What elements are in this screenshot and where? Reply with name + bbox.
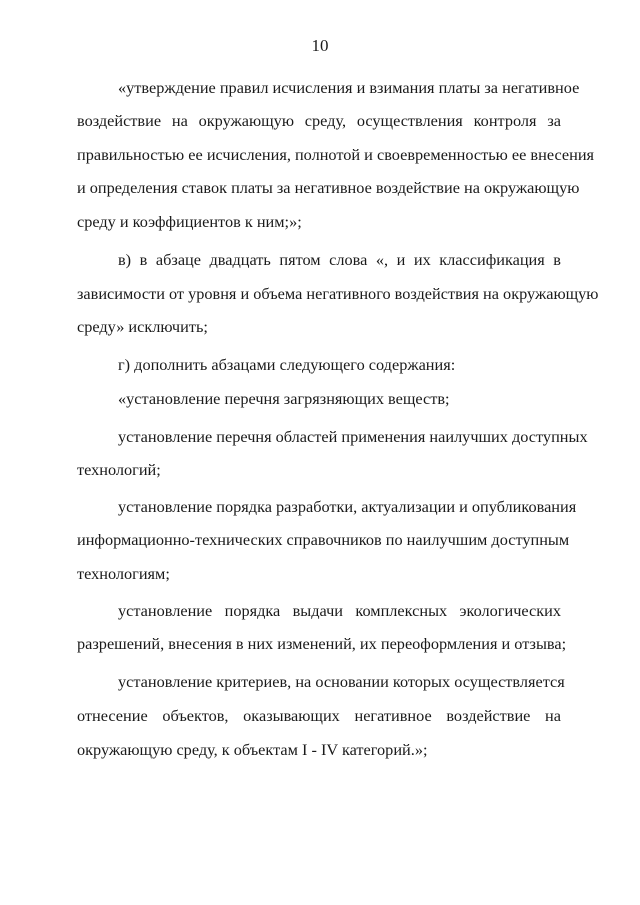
text-line: «утверждение правил исчисления и взимания платы за негативное	[118, 78, 580, 97]
text-line: среду и коэффициентов к ним;»;	[77, 212, 302, 231]
text-line: установление критериев, на основании которых осуществляется	[118, 672, 565, 691]
text-line: среду» исключить;	[77, 317, 208, 336]
page-number: 10	[311, 36, 329, 55]
text-line: окружающую среду, к объектам I - IV категорий.»;	[77, 740, 428, 759]
text-line: технологиям;	[77, 564, 170, 583]
text-line: «установление перечня загрязняющих веществ;	[118, 389, 450, 408]
text-line: правильностью ее исчисления, полнотой и своевременностью ее внесения	[77, 145, 595, 164]
text-line: информационно-технических справочников по наилучшим доступным	[77, 530, 570, 549]
text-line: разрешений, внесения в них изменений, их переоформления и отзыва;	[77, 634, 567, 653]
text-line: воздействие на окружающую среду, осуществления контроля за	[77, 111, 561, 130]
text-line: установление перечня областей применения наилучших доступных	[118, 427, 588, 446]
text-line: в) в абзаце двадцать пятом слова «, и их классификация в	[118, 250, 561, 269]
text-line: зависимости от уровня и объема негативного воздействия на окружающую	[77, 284, 599, 303]
text-line: установление порядка разработки, актуализации и опубликования	[118, 497, 577, 516]
text-line: установление порядка выдачи комплексных экологических	[118, 601, 561, 620]
text-line: и определения ставок платы за негативное воздействие на окружающую	[77, 178, 580, 197]
text-line: г) дополнить абзацами следующего содержания:	[118, 355, 456, 374]
text-line: отнесение объектов, оказывающих негативное воздействие на	[77, 706, 561, 725]
text-line: технологий;	[77, 460, 161, 479]
